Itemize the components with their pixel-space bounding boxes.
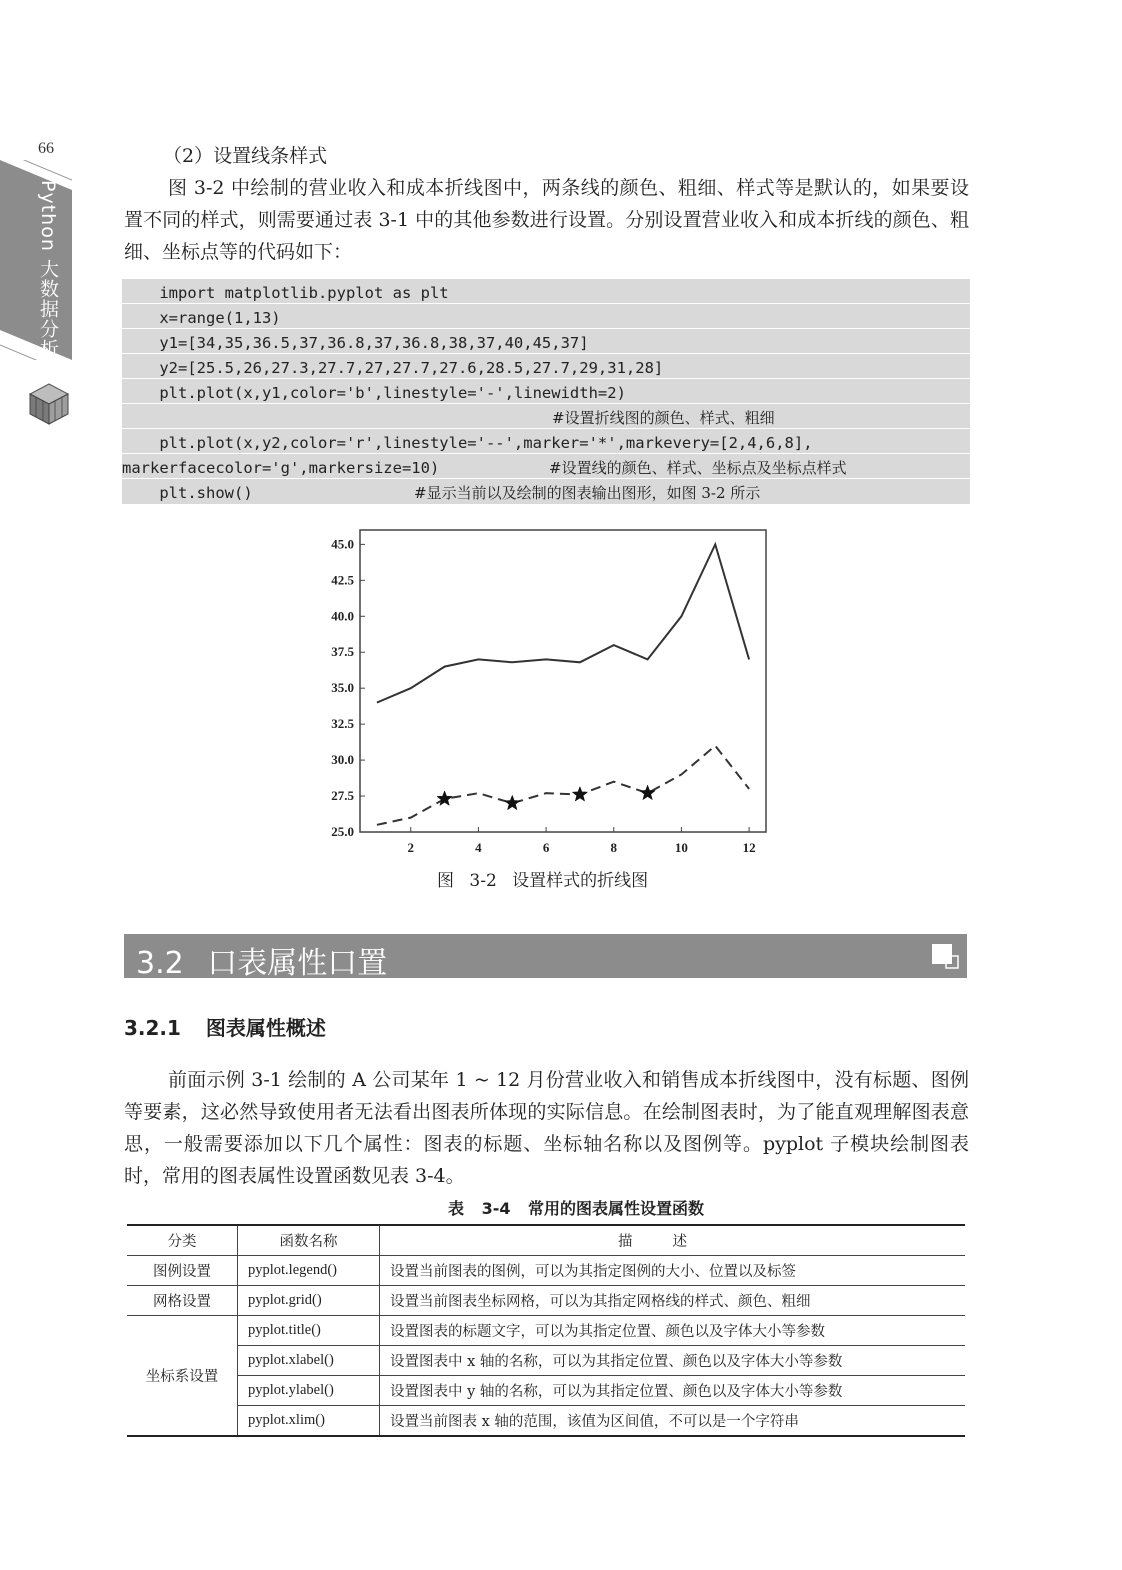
cell-category: 图例设置 xyxy=(127,1256,238,1286)
x-tick-label: 10 xyxy=(674,840,688,855)
x-tick-label: 12 xyxy=(742,840,756,855)
star-marker xyxy=(437,791,452,805)
cube-icon xyxy=(26,380,72,426)
paragraph-intro: 图 3-2 中绘制的营业收入和成本折线图中，两条线的颜色、粗细、样式等是默认的，如果要设置不同的样式，则需要通过表 3-1 中的其他参数进行设置。分别设置营业收入和成本折线的颜色、粗细、坐标点等的代码如下： xyxy=(124,177,969,263)
code-line: markerfacecolor='g',markersize=10) xyxy=(122,459,440,477)
cell-function: pyplot.ylabel() xyxy=(238,1376,380,1406)
code-comment: #设置线的颜色、样式、坐标点及坐标点样式 xyxy=(549,459,847,477)
series-line-1 xyxy=(377,544,749,702)
cell-function: pyplot.xlim() xyxy=(238,1406,380,1437)
x-tick-label: 6 xyxy=(542,840,550,855)
cell-function: pyplot.grid() xyxy=(238,1286,380,1316)
code-line: plt.plot(x,y1,color='b',linestyle='-',linewidth=2) xyxy=(122,384,626,402)
cell-description: 设置当前图表坐标网格，可以为其指定网格线的样式、颜色、粗细 xyxy=(380,1286,966,1316)
paragraph-overview: 前面示例 3-1 绘制的 A 公司某年 1 ~ 12 月份营业收入和销售成本折线图中，没有标题、图例等要素，这必然导致使用者无法看出图表所体现的实际信息。在绘制图表时，为了能直观理解图表意思，一般需要添加以下几个属性：图表的标题、坐标轴名称以及图例等。pyplot 子模块绘制图表时，常用的图表属性设置函数见表 3-4。 xyxy=(124,1069,969,1187)
cell-function: pyplot.legend() xyxy=(238,1256,380,1286)
table-header-row xyxy=(127,1225,965,1256)
table-row xyxy=(127,1286,965,1316)
cell-function: pyplot.title() xyxy=(238,1316,380,1346)
star-marker xyxy=(505,795,520,809)
y-tick-label: 42.5 xyxy=(331,572,354,588)
code-line: y1=[34,35,36.5,37,36.8,37,36.8,38,37,40,45,37] xyxy=(122,334,589,352)
cell-category: 网格设置 xyxy=(127,1286,238,1316)
x-tick-label: 2 xyxy=(407,840,414,855)
page-number: 66 xyxy=(38,140,54,157)
code-line: import matplotlib.pyplot as plt xyxy=(122,284,449,302)
cell-function: pyplot.xlabel() xyxy=(238,1346,380,1376)
cell-description: 设置当前图表 x 轴的范围，该值为区间值，不可以是一个字符串 xyxy=(380,1406,966,1437)
table-row xyxy=(127,1316,965,1346)
code-line: plt.show() xyxy=(122,484,253,502)
y-tick-label: 45.0 xyxy=(331,536,354,552)
star-marker xyxy=(640,785,655,799)
code-line: y2=[25.5,26,27.3,27.7,27,27.7,27.6,28.5,27.7,29,31,28] xyxy=(122,359,664,377)
cell-category: 坐标系设置 xyxy=(127,1316,238,1437)
star-marker xyxy=(572,787,587,801)
x-tick-label: 8 xyxy=(610,840,617,855)
code-line: x=range(1,13) xyxy=(122,309,281,327)
table-caption: 表 3-4 常用的图表属性设置函数 xyxy=(448,1199,705,1218)
header-category: 分类 xyxy=(127,1225,238,1256)
y-tick-label: 32.5 xyxy=(331,716,354,732)
y-tick-label: 25.0 xyxy=(331,824,354,839)
figure-caption: 图 3-2 设置样式的折线图 xyxy=(437,871,649,891)
table-row xyxy=(127,1376,965,1406)
header-function: 函数名称 xyxy=(238,1225,380,1256)
cell-description: 设置当前图表的图例，可以为其指定图例的大小、位置以及标签 xyxy=(380,1256,966,1286)
table-row xyxy=(127,1346,965,1376)
section-title: 3.2 口表属性口置 xyxy=(136,946,388,981)
side-book-title: Python 大数据分析 xyxy=(37,180,59,359)
x-tick-label: 4 xyxy=(475,840,482,855)
y-tick-label: 30.0 xyxy=(331,752,354,768)
header-description: 描述 xyxy=(380,1225,966,1256)
y-tick-label: 27.5 xyxy=(331,788,354,804)
sub-heading: （2）设置线条样式 xyxy=(163,145,328,167)
cell-description: 设置图表中 x 轴的名称，可以为其指定位置、颜色以及字体大小等参数 xyxy=(380,1346,966,1376)
code-comment: #显示当前以及绘制的图表输出图形，如图 3-2 所示 xyxy=(414,484,761,502)
table-row xyxy=(127,1256,965,1286)
cell-description: 设置图表的标题文字，可以为其指定位置、颜色以及字体大小等参数 xyxy=(380,1316,966,1346)
code-comment: #设置折线图的颜色、样式、粗细 xyxy=(552,409,775,427)
y-tick-label: 37.5 xyxy=(331,644,354,660)
section-corner-icon xyxy=(930,942,960,972)
code-line: plt.plot(x,y2,color='r',linestyle='--',marker='*',markevery=[2,4,6,8], xyxy=(122,434,813,452)
line-chart xyxy=(300,520,780,860)
table-row xyxy=(127,1406,965,1437)
series-line-2 xyxy=(377,746,749,825)
code-block xyxy=(122,279,970,504)
cell-description: 设置图表中 y 轴的名称，可以为其指定位置、颜色以及字体大小等参数 xyxy=(380,1376,966,1406)
y-tick-label: 40.0 xyxy=(331,608,354,624)
function-table xyxy=(127,1224,965,1437)
y-tick-label: 35.0 xyxy=(331,680,354,696)
subsection-heading: 3.2.1 图表属性概述 xyxy=(124,1016,326,1040)
